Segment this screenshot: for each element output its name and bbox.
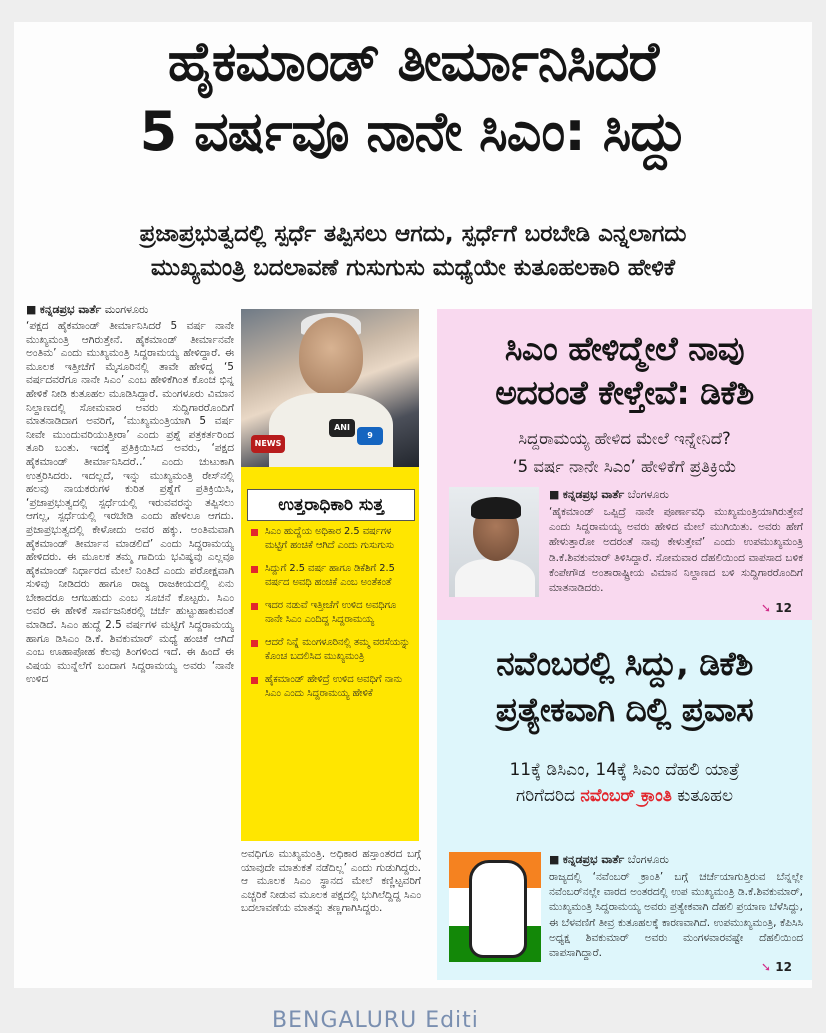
main-byline-source: ಕನ್ನಡಪ್ರಭ ವಾರ್ತೆ — [39, 303, 102, 316]
delhi-byline-place: ಬೆಂಗಳೂರು — [627, 853, 669, 866]
photo-body — [455, 559, 535, 597]
successor-sidebar — [241, 467, 419, 841]
dk-page-number: 12 — [775, 601, 792, 615]
dk-byline-source: ಕನ್ನಡಪ್ರಭ ವಾರ್ತೆ — [562, 488, 625, 501]
sidebar-item: ಇದರ ನಡುವೆ ಇತ್ತೀಚೆಗೆ ಉಳಿದ ಅವಧಿಗೂ ನಾನೇ ಸಿಎಂ ಎಂದಿದ್ದ ಸಿದ್ದರಾಮಯ್ಯ — [251, 599, 411, 626]
main-story-column2: ಅವಧಿಗೂ ಮುಖ್ಯಮಂತ್ರಿ. ಅಧಿಕಾರ ಹಸ್ತಾಂತರದ ಬಗ್ಗೆ ಯಾವುದೇ ಮಾತುಕತೆ ನಡೆದಿಲ್ಲ’ ಎಂದು ಗುಡುಗಿದ್ದರು. ಆ ಮೂಲಕ ಸಿಎಂ ಸ್ಥಾನದ ಮೇಲೆ ಕಣ್ಣಿಟ್ಟವರಿಗೆ ಎಚ್ಚರಿಕೆ ನೀಡುವ ಮೂಲಕ ಪಕ್ಷದಲ್ಲಿ ಭುಗಿಲೆದ್ದಿದ್ದ ಸಿಎಂ ಬದಲಾವಣೆಯ ಮಾತನ್ನು ತಣ್ಣಗಾಗಿಸಿದ್ದರು. — [241, 848, 421, 915]
sidebar-item: ಸಿದ್ದುಗೆ 2.5 ವರ್ಷ ಹಾಗೂ ಡಿಕೆಶಿಗೆ 2.5 ವರ್ಷದ ಅವಧಿ ಹಂಚಿಕೆ ಎಂಬ ಅಂತೆಕಂತೆ — [251, 562, 411, 589]
hand-symbol-icon — [469, 860, 527, 958]
delhi-story-box — [437, 620, 812, 980]
main-byline — [26, 302, 236, 317]
main-byline-place: ಮಂಗಳೂರು — [104, 303, 149, 316]
dk-sub1: ಸಿದ್ದರಾಮಯ್ಯ ಹೇಳಿದ ಮೇಲೆ ಇನ್ನೇನಿದೆ? — [518, 429, 731, 448]
sidebar-item: ಆದರೆ ನಿನ್ನೆ ಮಂಗಳೂರಿನಲ್ಲಿ ತಮ್ಮ ವರಸೆಯನ್ನು ಕೊಂಚ ಬದಲಿಸಿದ ಮುಖ್ಯಮಂತ್ರಿ — [251, 636, 411, 663]
dk-headline-line1: ಸಿಎಂ ಹೇಳಿದ್ಮೇಲೆ ನಾವು — [504, 329, 745, 368]
delhi-sub2-pre: ಗರಿಗೆದರಿದ — [516, 786, 575, 806]
dk-byline-place: ಬೆಂಗಳೂರು — [627, 488, 669, 501]
congress-hand-logo — [449, 852, 541, 962]
edition-link-partial[interactable]: BENGALURU Editi — [272, 1008, 479, 1033]
delhi-sub1: 11ಕ್ಕೆ ಡಿಸಿಎಂ, 14ಕ್ಕೆ ಸಿಎಂ ದೆಹಲಿ ಯಾತ್ರೆ — [509, 760, 740, 780]
dk-story-box — [437, 309, 812, 620]
byline-bullet-icon: ■ — [26, 303, 37, 316]
page-arrow-icon: ➘ — [761, 601, 772, 615]
page-arrow-icon: ➘ — [761, 960, 772, 974]
sidebar-title: ಉತ್ತರಾಧಿಕಾರಿ ಸುತ್ತ — [247, 489, 415, 521]
delhi-story-body: ರಾಜ್ಯದಲ್ಲಿ ‘ನವೆಂಬರ್ ಕ್ರಾಂತಿ’ ಬಗ್ಗೆ ಚರ್ಚೆಯಾಗುತ್ತಿರುವ ಬೆನ್ನಲ್ಲೇ ನವೆಂಬರ್‌ನಲ್ಲೇ ವಾರದ ಅಂತರದಲ್ಲಿ ಉಪ ಮುಖ್ಯಮಂತ್ರಿ ಡಿ.ಕೆ.ಶಿವಕುಮಾರ್, ಮುಖ್ಯಮಂತ್ರಿ ಸಿದ್ದರಾಮಯ್ಯ ಅವರು ಪ್ರತ್ಯೇಕವಾಗಿ ದೆಹಲಿ ಪ್ರಯಾಣ ಬೆಳೆಸಿದ್ದು, ಈ ಬೆಳವಣಿಗೆ ತೀವ್ರ ಕುತೂಹಲಕ್ಕೆ ಕಾರಣವಾಗಿದೆ. ಉಪಮುಖ್ಯಮಂತ್ರಿ, ಕೆಪಿಸಿಸಿ ಅಧ್ಯಕ್ಷ ಶಿವಕುಮಾರ್ ಅವರು ಮಂಗಳವಾರವಷ್ಟೇ ದೆಹಲಿಯಿಂದ ವಾಪಸಾಗಿದ್ದಾರೆ. — [549, 871, 803, 960]
cm-press-photo — [241, 309, 419, 467]
dk-story-body: ‘ಹೈಕಮಾಂಡ್ ಒಪ್ಪಿದ್ರೆ ನಾನೇ ಪೂರ್ಣಾವಧಿ ಮುಖ್ಯಮಂತ್ರಿಯಾಗಿರುತ್ತೇನೆ ಎಂದು ಸಿದ್ದರಾಮಯ್ಯ ಅವರು ಹೇಳಿದ ಮೇಲೆ ಮುಗಿಯಿತು. ಅವರು ಹೇಗೆ ಹೇಳುತ್ತಾರೋ ಅದರಂತೆ ನಾವು ಕೇಳುತ್ತೇವೆ’ ಎಂದು ಉಪಮುಖ್ಯಮಂತ್ರಿ ಡಿ.ಕೆ.ಶಿವಕುಮಾರ್ ತಿಳಿಸಿದ್ದಾರೆ. ಸೋಮವಾರ ದೆಹಲಿಯಿಂದ ವಾಪಸಾದ ಬಳಿಕ ಕೆಂಪೇಗೌಡ ಅಂತಾರಾಷ್ಟ್ರೀಯ ವಿಮಾನ ನಿಲ್ದಾಣದ ಬಳಿ ಸುದ್ದಿಗಾರರೊಂದಿಗೆ ಮಾತನಾಡಿದರು. — [549, 506, 803, 595]
byline-bullet-icon: ■ — [549, 488, 560, 501]
sidebar-item: ಹೈಕಮಾಂಡ್ ಹೇಳಿದ್ರೆ ಉಳಿದ ಅವಧಿಗೆ ನಾನು ಸಿಎಂ ಎಂದು ಸಿದ್ದರಾಮಯ್ಯ ಹೇಳಿಕೆ — [251, 673, 411, 700]
dk-photo — [449, 487, 539, 597]
delhi-headline-line2: ಪ್ರತ್ಯೇಕವಾಗಿ ದಿಲ್ಲಿ ಪ್ರವಾಸ — [495, 690, 754, 729]
subheadline-line1: ಪ್ರಜಾಪ್ರಭುತ್ವದಲ್ಲಿ ಸ್ಪರ್ಧೆ ತಪ್ಪಿಸಲು ಆಗದು, ಸ್ಪರ್ಧೆಗೆ ಬರಬೇಡಿ ಎನ್ನಲಾಗದು — [139, 221, 687, 247]
main-story-column1: ‘ಪಕ್ಷದ ಹೈಕಮಾಂಡ್ ತೀರ್ಮಾನಿಸಿದರೆ 5 ವರ್ಷ ನಾನೇ ಮುಖ್ಯಮಂತ್ರಿ ಆಗಿರುತ್ತೇನೆ. ಹೈಕಮಾಂಡ್ ತೀರ್ಮಾನವೇ ಅಂತಿಮ’ ಎಂದು ಮುಖ್ಯಮಂತ್ರಿ ಸಿದ್ದರಾಮಯ್ಯ ಹೇಳಿದ್ದಾರೆ. ಈ ಮೂಲಕ ಇತ್ತೀಚೆಗೆ ಮೈಸೂರಿನಲ್ಲಿ ತಾವೇ ಹೇಳಿದ್ದ ‘5 ವರ್ಷದವರೆಗೂ ನಾನೇ ಸಿಎಂ’ ಎಂಬ ಹೇಳಿಕೆಗಿಂತ ಕೊಂಚ ಭಿನ್ನ ಹೇಳಿಕೆ ನೀಡಿ ಕುತೂಹಲ ಮೂಡಿಸಿದ್ದಾರೆ. ಮಂಗಳೂರು ವಿಮಾನ ನಿಲ್ದಾಣದಲ್ಲಿ ಸೋಮವಾರ ಅವರು ಸುದ್ದಿಗಾರರೊಂದಿಗೆ ಮಾತನಾಡಿದಾಗ ಅವರಿಗೆ, ‘ಮುಖ್ಯಮಂತ್ರಿಯಾಗಿ 5 ವರ್ಷ ನೀವೇ ಮುಂದುವರಿಯುತ್ತೀರಾ’ ಎಂದು ಪ್ರಶ್ನೆ ಪತ್ರಕರ್ತರಿಂದ ತೂರಿ ಬಂತು. ಇದಕ್ಕೆ ಪ್ರತಿಕ್ರಿಯಿಸಿದ ಅವರು, ‘ಪಕ್ಷದ ಹೈಕಮಾಂಡ್ ತೀರ್ಮಾನಿಸಿದರೆ..’ ಎಂದು ಚುಟುಕಾಗಿ ಉತ್ತರಿಸಿದರು. ಇದಲ್ಲದೆ, ಇನ್ನು ಮುಖ್ಯಮಂತ್ರಿ ರೇಸ್‌ನಲ್ಲಿ ಹಲವು ನಾಯಕರುಗಳ ಕುರಿತ ಪ್ರಶ್ನೆಗೆ ಪ್ರತಿಕ್ರಿಯಿಸಿ, ‘ಪ್ರಜಾಪ್ರಭುತ್ವದಲ್ಲಿ ಸ್ಪರ್ಧೆಯಲ್ಲಿ ಇರುವವರನ್ನು ತಪ್ಪಿಸಲು ಆಗಲ್ಲ, ಸ್ಪರ್ಧೆಯಲ್ಲಿ ಇರಬೇಡಿ ಎಂದು ಹೇಳಲೂ ಆಗದು. ಪ್ರಜಾಪ್ರಭುತ್ವದಲ್ಲಿ ಕೇಳೋದು ಅವರ ಹಕ್ಕು. ಅಂತಿಮವಾಗಿ ಹೈಕಮಾಂಡ್ ತೀರ್ಮಾನ ಮಾಡಲಿದೆ’ ಎಂದು ಸಿದ್ದರಾಮಯ್ಯ ಹೇಳಿದರು. ಈ ಮೂಲಕ ತಮ್ಮ ಗಾದಿಯ ಭವಿಷ್ಯವು ಎಲ್ಲವೂ ಹೈಕಮಾಂಡ್ ನಿರ್ಧಾರದ ಮೇಲೆ ನಿಂತಿದೆ ಎಂದು ಪರೋಕ್ಷವಾಗಿ ಸುಳಿವು ನೀಡಿದರು ಹಾಗೂ ರಾಜ್ಯ ರಾಜಕೀಯದಲ್ಲಿ ಏನು ಬೇಕಾದರೂ ಆಗಬಹುದು ಎಂಬ ಸೂಚನೆ ಕೊಟ್ಟರು. ಸಿಎಂ ಅವರ ಈ ಹೇಳಿಕೆ ಸಾರ್ವಜನಿಕರಲ್ಲಿ ಚರ್ಚೆ ಹುಟ್ಟುಹಾಕುವಂತೆ ಮಾಡಿದೆ. ಸಿಎಂ ಹುದ್ದೆ 2.5 ವರ್ಷಗಳ ಮಟ್ಟಿಗೆ ಸಿದ್ದರಾಮಯ್ಯ ಹಾಗೂ ಡಿಸಿಎಂ ಡಿ.ಕೆ. ಶಿವಕುಮಾರ್ ಮಧ್ಯೆ ಹಂಚಿಕೆ ಆಗಿದೆ ಎಂಬ ಊಹಾಪೋಹ ಕೆಲವು ತಿಂಗಳಿಂದ ಇದೆ. ಈ ಹಿಂದೆ ಈ ವಿಷಯ ಮುನ್ನೆಲೆಗೆ ಬಂದಾಗ ಸಿದ್ದರಾಮಯ್ಯ ಅವರು ‘ನಾನೇ ಉಳಿದ — [26, 320, 234, 686]
delhi-sub2-post: ಕುತೂಹಲ — [677, 786, 733, 806]
photo-hair — [471, 497, 521, 519]
dk-byline — [549, 487, 804, 502]
delhi-page-number: 12 — [775, 960, 792, 974]
main-headline-line1: ಹೈಕಮಾಂಡ್ ತೀರ್ಮಾನಿಸಿದರೆ — [167, 30, 659, 93]
dk-sub2: ‘5 ವರ್ಷ ನಾನೇ ಸಿಎಂ’ ಹೇಳಿಕೆಗೆ ಪ್ರತಿಕ್ರಿಯೆ — [512, 457, 737, 476]
photo-face — [299, 317, 363, 395]
main-headline-line2: 5 ವರ್ಷವೂ ನಾನೇ ಸಿಎಂ: ಸಿದ್ದು — [139, 100, 687, 163]
dk-page-ref — [761, 601, 792, 615]
delhi-headline-line1: ನವೆಂಬರಲ್ಲಿ ಸಿದ್ದು, ಡಿಕೆಶಿ — [496, 644, 753, 683]
delhi-byline — [549, 852, 804, 867]
subheadline-line2: ಮುಖ್ಯಮಂತ್ರಿ ಬದಲಾವಣೆ ಗುಸುಗುಸು ಮಧ್ಯೆಯೇ ಕುತೂಹಲಕಾರಿ ಹೇಳಿಕೆ — [150, 255, 676, 281]
delhi-sub2 — [437, 784, 812, 808]
dk-headline-line2: ಅದರಂತೆ ಕೇಳ್ತೇವೆ: ಡಿಕೆಶಿ — [495, 373, 754, 412]
mic-9: 9 — [357, 427, 383, 445]
delhi-sub2-highlight: ನವೆಂಬರ್ ಕ್ರಾಂತಿ — [580, 786, 672, 806]
delhi-page-ref — [761, 960, 792, 974]
newspaper-page — [14, 22, 812, 988]
mic-ani: ANI — [329, 419, 355, 437]
sidebar-item: ಸಿಎಂ ಹುದ್ದೆಯ ಅಧಿಕಾರ 2.5 ವರ್ಷಗಳ ಮಟ್ಟಿಗೆ ಹಂಚಿಕೆ ಆಗಿದೆ ಎಂದು ಗುಸುಗುಸು — [251, 525, 411, 552]
byline-bullet-icon: ■ — [549, 853, 560, 866]
mic-news: NEWS — [251, 435, 285, 453]
delhi-byline-source: ಕನ್ನಡಪ್ರಭ ವಾರ್ತೆ — [562, 853, 625, 866]
sidebar-list — [251, 525, 411, 710]
